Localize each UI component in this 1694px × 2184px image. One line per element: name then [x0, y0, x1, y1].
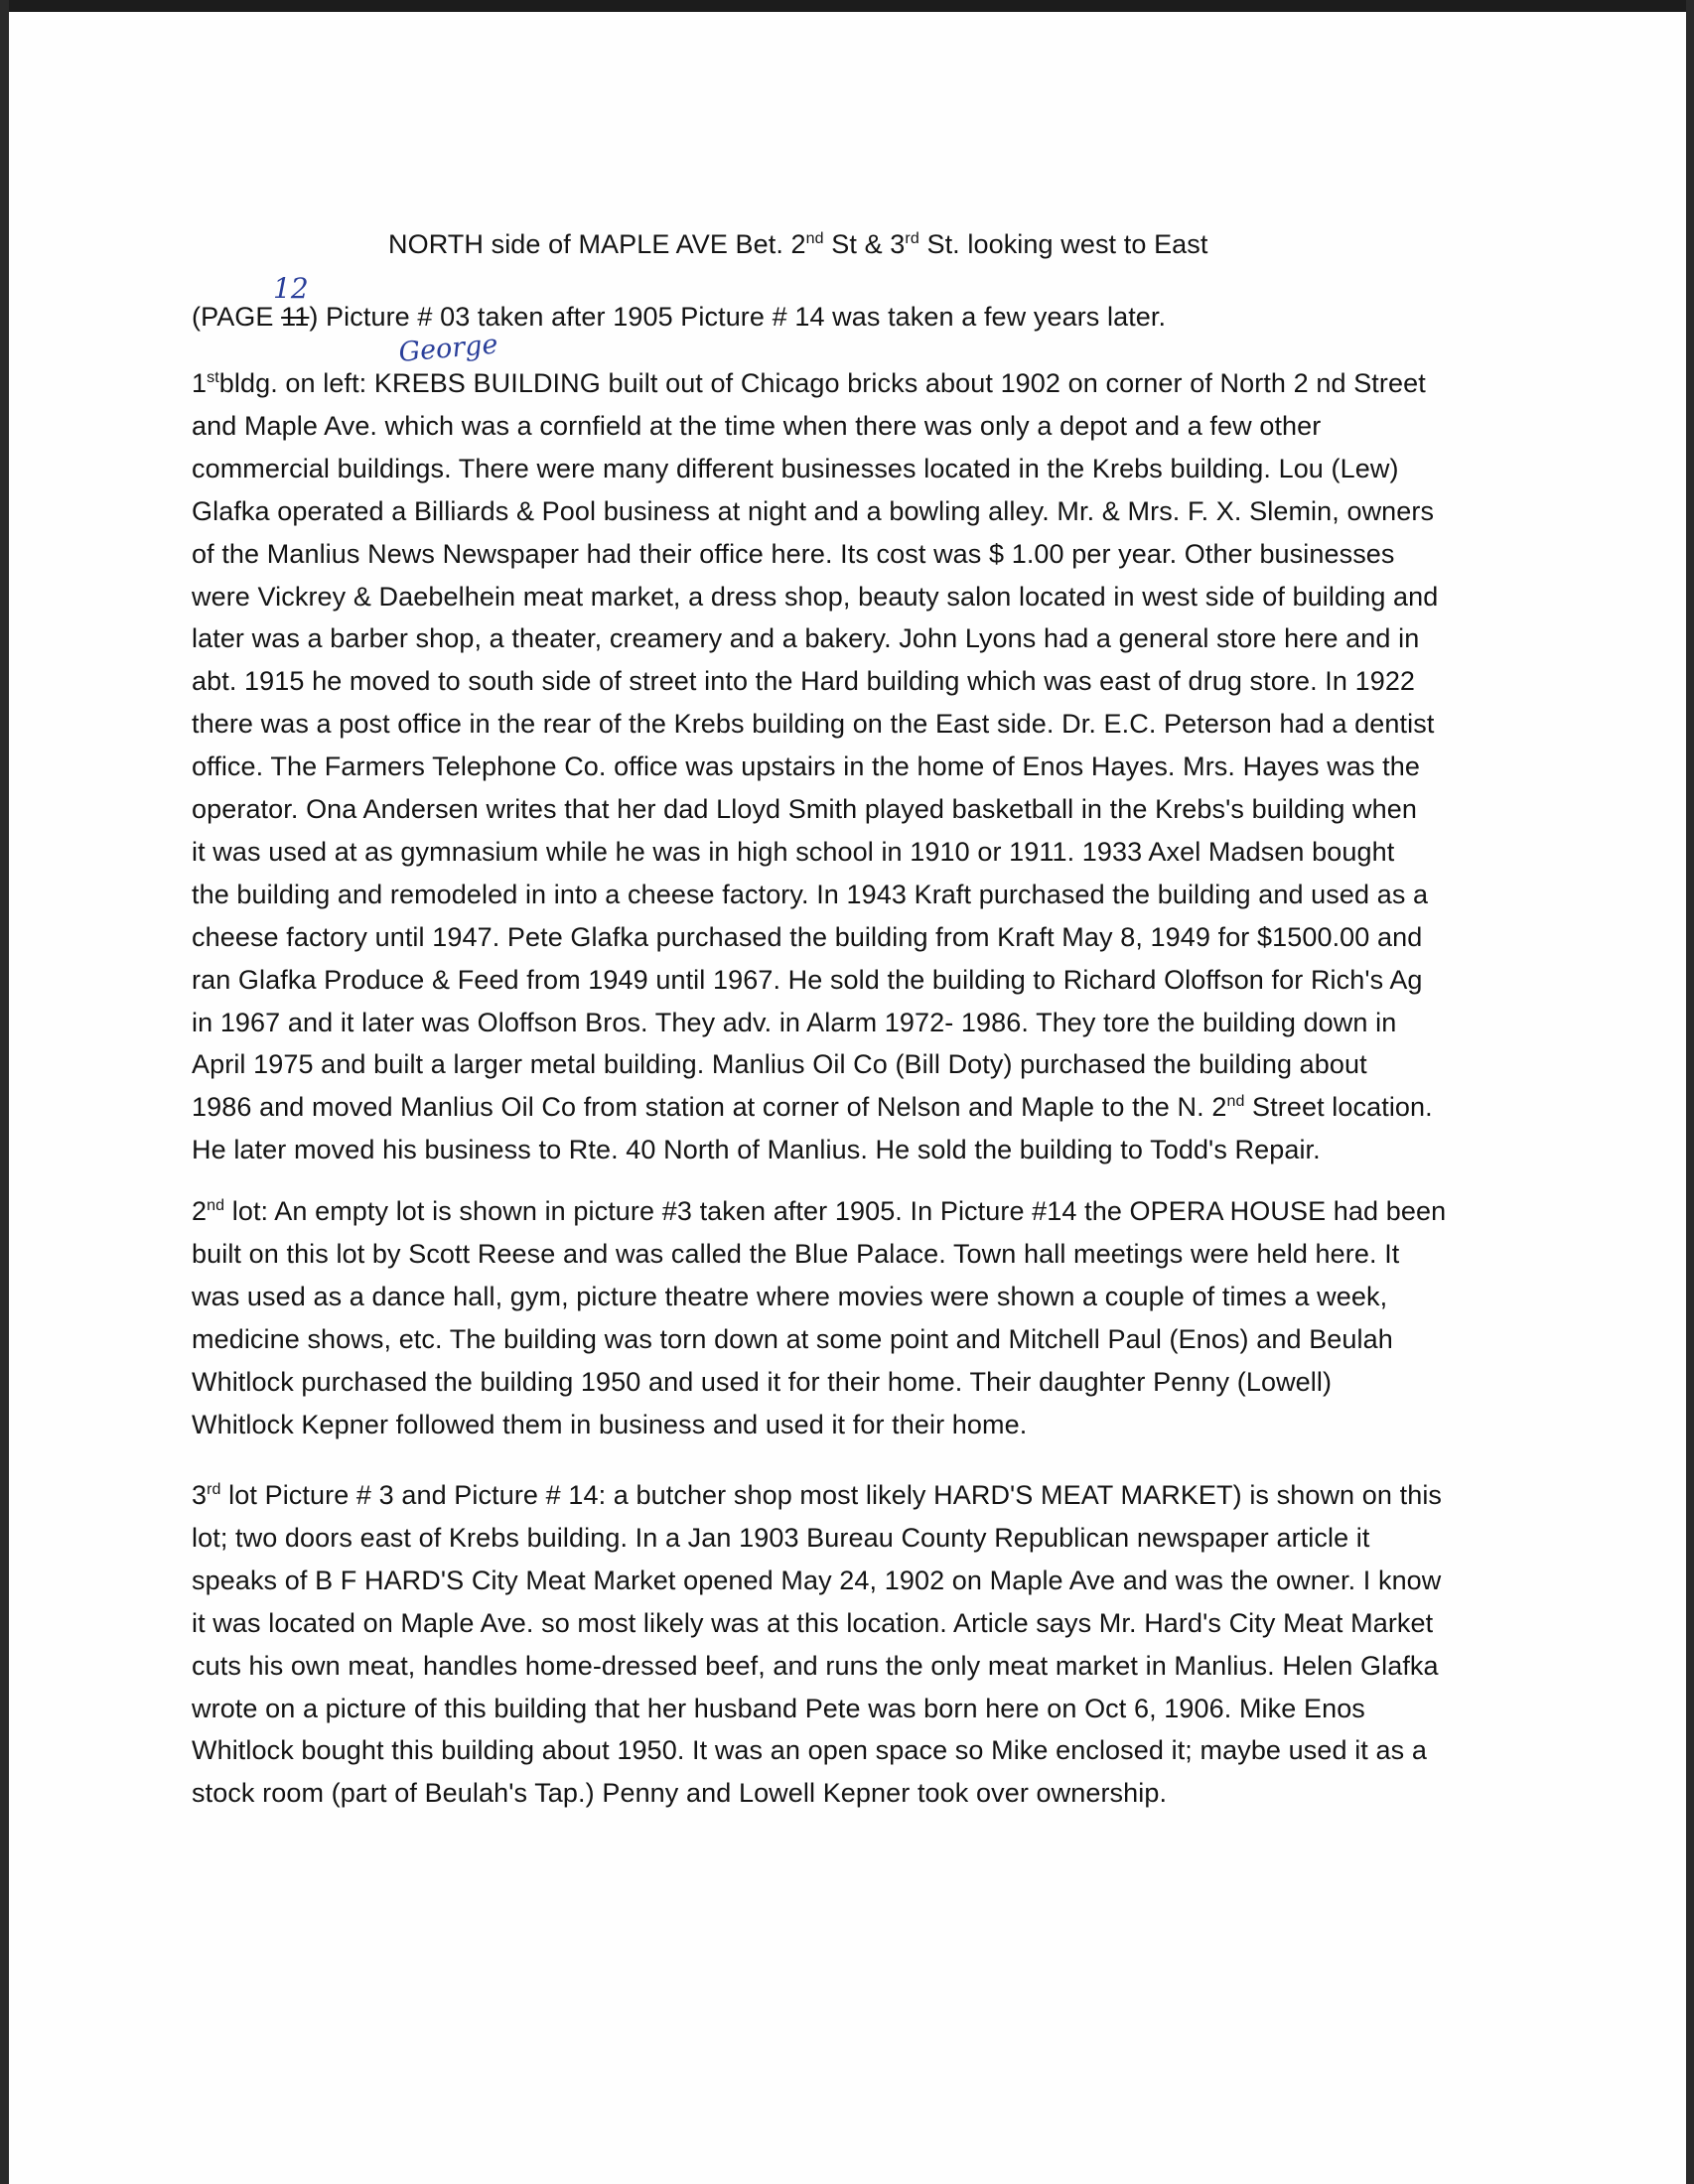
line-text: abt. 1915 he moved to south side of street into the Hard building which was east of drug store. In 1922: [192, 666, 1416, 697]
paragraph-1-line: [192, 538, 1395, 570]
paragraph-1-line: [192, 495, 1434, 527]
line-text: and Maple Ave. which was a cornfield at the time when there was only a depot and a few other: [192, 410, 1322, 441]
page-line-text: (PAGE: [192, 302, 282, 332]
line-text: cheese factory until 1947. Pete Glafka purchased the building from Kraft May 8, 1949 for $1500.00 and: [192, 921, 1423, 952]
page-line-text: ) Picture # 03 taken after 1905 Picture # 14 was taken a few years later.: [309, 302, 1167, 332]
title-superscript: rd: [905, 230, 919, 247]
line-text: lot Picture # 3 and Picture # 14: a butcher shop most likely HARD'S MEAT MARKET) is shown on this: [220, 1480, 1443, 1510]
handwritten-first-name: George: [397, 329, 499, 368]
paragraph-1-line: [192, 793, 1417, 825]
title-superscript: nd: [805, 230, 824, 247]
line-text: commercial buildings. There were many different businesses located in the Krebs building. Lou (Lew): [192, 453, 1399, 483]
scan-left-edge: [0, 0, 9, 2184]
line-text: cuts his own meat, handles home-dressed beef, and runs the only meat market in Manlius. Helen Glafka: [192, 1650, 1439, 1681]
paragraph-1-line: [192, 665, 1415, 697]
line-text: built on this lot by Scott Reese and was called the Blue Palace. Town hall meetings were held here. It: [192, 1238, 1400, 1269]
paragraph-2-line: [192, 1281, 1387, 1312]
ordinal-suffix: st: [207, 369, 219, 386]
paragraph-1-line: [192, 708, 1434, 740]
ordinal-suffix: rd: [207, 1481, 221, 1498]
title-text: St & 3: [823, 229, 906, 259]
paragraph-1-line: [192, 410, 1321, 442]
paragraph-3-line: [192, 1522, 1370, 1554]
document-title: [388, 228, 1208, 260]
paragraph-1-line: [192, 751, 1420, 782]
paragraph-1-line: [192, 921, 1422, 953]
line-text: it was located on Maple Ave. so most likely was at this location. Article says Mr. Hard's City Meat Market: [192, 1607, 1434, 1638]
paragraph-2-line: [192, 1323, 1393, 1355]
paragraph-2-line: [192, 1195, 1446, 1227]
paragraph-3-line: [192, 1777, 1167, 1809]
line-text: Glafka operated a Billiards & Pool business at night and a bowling alley. Mr. & Mrs. F. X. Slemin, owners: [192, 495, 1435, 526]
paragraph-1-line: [192, 879, 1428, 910]
paragraph-1-line: [192, 1048, 1367, 1080]
ordinal-number: 3: [192, 1480, 208, 1510]
line-text: stock room (part of Beulah's Tap.) Penny and Lowell Kepner took over ownership.: [192, 1778, 1168, 1809]
line-text: later was a barber shop, a theater, creamery and a bakery. John Lyons had a general store here and in: [192, 623, 1420, 654]
line-text: 1986 and moved Manlius Oil Co from station at corner of Nelson and Maple to the N. 2: [192, 1092, 1227, 1123]
paragraph-3-line: [192, 1734, 1427, 1766]
ordinal-suffix: nd: [1226, 1093, 1245, 1111]
line-text: operator. Ona Andersen writes that her dad Lloyd Smith played basketball in the Krebs's building when: [192, 794, 1417, 824]
paragraph-1-line: [192, 836, 1394, 868]
line-text: was used as a dance hall, gym, picture theatre where movies were shown a couple of times a week,: [192, 1281, 1388, 1311]
paragraph-2-line: [192, 1366, 1332, 1398]
paragraph-1-line: [192, 1134, 1321, 1165]
line-text: ran Glafka Produce & Feed from 1949 until 1967. He sold the building to Richard Oloffson for Rich's Ag: [192, 964, 1423, 995]
paragraph-3-line: [192, 1607, 1433, 1639]
ordinal-number: 2: [192, 1196, 208, 1226]
line-text: speaks of B F HARD'S City Meat Market opened May 24, 1902 on Maple Ave and was the owner. I know: [192, 1565, 1442, 1595]
title-text: NORTH side of MAPLE AVE Bet. 2: [388, 229, 806, 259]
line-text: He later moved his business to Rte. 40 North of Manlius. He sold the building to Todd's Repair.: [192, 1135, 1321, 1165]
paragraph-3-line: [192, 1650, 1439, 1682]
scan-top-edge: [0, 0, 1694, 12]
title-text: St. looking west to East: [918, 229, 1208, 259]
line-text: were Vickrey & Daebelhein meat market, a dress shop, beauty salon located in west side of building and: [192, 581, 1439, 612]
paragraph-1-line: [192, 581, 1438, 613]
line-text: April 1975 and built a larger metal building. Manlius Oil Co (Bill Doty) purchased the building about: [192, 1049, 1367, 1080]
line-text: office. The Farmers Telephone Co. office was upstairs in the home of Enos Hayes. Mrs. Hayes was the: [192, 751, 1420, 782]
line-text: Whitlock bought this building about 1950. It was an open space so Mike enclosed it; maybe used it as a: [192, 1735, 1427, 1766]
ordinal-number: 1: [192, 368, 208, 398]
line-text: bldg. on left: KREBS BUILDING built out of Chicago bricks about 1902 on corner of North 2 nd Street: [218, 368, 1426, 398]
line-text: Street location.: [1244, 1092, 1433, 1123]
line-text: lot; two doors east of Krebs building. In a Jan 1903 Bureau County Republican newspaper article it: [192, 1522, 1370, 1553]
line-text: wrote on a picture of this building that her husband Pete was born here on Oct 6, 1906. Mike Enos: [192, 1693, 1365, 1723]
ordinal-suffix: nd: [207, 1197, 225, 1214]
page-reference-line: [192, 301, 1166, 333]
paragraph-2-line: [192, 1238, 1399, 1270]
paragraph-1-line: [192, 1007, 1396, 1038]
line-text: the building and remodeled in into a cheese factory. In 1943 Kraft purchased the building and used as a: [192, 879, 1429, 909]
line-text: medicine shows, etc. The building was torn down at some point and Mitchell Paul (Enos) and Beulah: [192, 1323, 1393, 1354]
scan-right-edge: [1686, 0, 1694, 2184]
paragraph-1-line: [192, 1091, 1433, 1123]
paragraph-1-line: [192, 622, 1419, 654]
line-text: in 1967 and it later was Oloffson Bros. They adv. in Alarm 1972- 1986. They tore the building down in: [192, 1007, 1397, 1037]
line-text: it was used at as gymnasium while he was in high school in 1910 or 1911. 1933 Axel Madsen bought: [192, 836, 1395, 867]
line-text: lot: An empty lot is shown in picture #3 taken after 1905. In Picture #14 the OPERA HOUSE had been: [224, 1196, 1447, 1226]
paragraph-1-line: [192, 964, 1423, 996]
line-text: of the Manlius News Newspaper had their office here. Its cost was $ 1.00 per year. Other businesses: [192, 538, 1395, 569]
struck-page-number: 11: [281, 302, 310, 332]
line-text: Whitlock purchased the building 1950 and used it for their home. Their daughter Penny (Lowell): [192, 1366, 1333, 1397]
line-text: Whitlock Kepner followed them in business and used it for their home.: [192, 1409, 1028, 1439]
line-text: there was a post office in the rear of the Krebs building on the East side. Dr. E.C. Peterson had a dentist: [192, 709, 1435, 740]
paragraph-3-line: [192, 1565, 1441, 1596]
paragraph-3-line: [192, 1693, 1365, 1724]
paragraph-2-line: [192, 1409, 1027, 1440]
handwritten-page-number: 12: [273, 272, 309, 305]
paragraph-1-line: [192, 367, 1426, 399]
document-page: [9, 12, 1686, 2184]
paragraph-1-line: [192, 453, 1399, 484]
paragraph-3-line: [192, 1479, 1442, 1511]
